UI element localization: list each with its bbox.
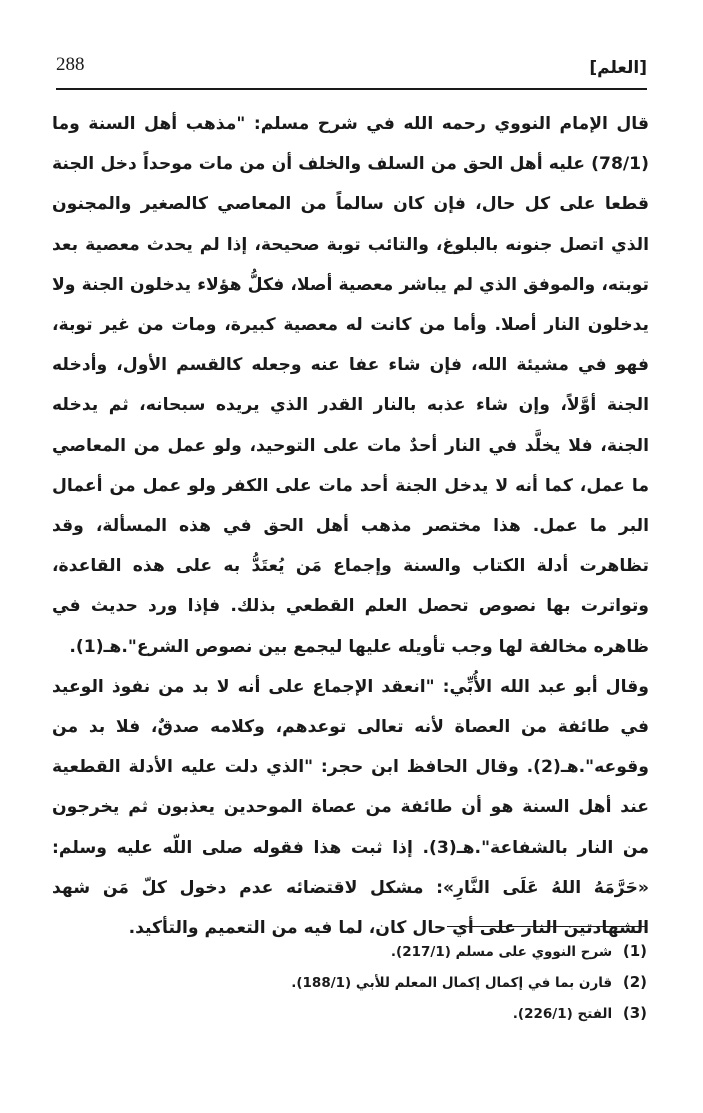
footnote-item [56, 967, 647, 998]
paragraph-ubbi-quote: وقال أبو عبد الله الأُبِّي: "انعقد الإجماع على أنه لا بد من نفوذ الوعيد في طائفة من العصاة لأنه تعالى توعدهم، وكلامه صدقٌ، فلا بد من وقوعه".هـ(2). وقال الحافظ ابن حجر: "الذي دلت عليه الأدلة القطعية عند أهل السنة هو أن طائفة من عصاة الموحدين يعذبون ثم يخرجون من النار بالشفاعة".هـ(3). إذا ثبت هذا فقوله صلى اللّه عليه وسلم: «حَرَّمَهُ اللهُ عَلَى النَّارِ»: مشكل لاقتضائه عدم دخول كلّ مَن شهد الشهادتين النار على أي حال كان، لما فيه من التعميم والتأكيد. [52, 676, 650, 939]
footnote-text: شرح النووي على مسلم (217/1). [390, 944, 613, 960]
chapter-label: [العلم] [589, 58, 647, 78]
footnote-marker: (2) [622, 973, 647, 991]
footnote-divider [447, 926, 647, 927]
footnote-marker: (1) [622, 942, 647, 960]
running-header [56, 52, 647, 84]
header-divider [56, 88, 647, 90]
footnote-item [56, 998, 647, 1029]
main-text [52, 104, 649, 948]
footnote-text: الفتح (226/1). [512, 1006, 613, 1022]
paragraph-nawawi-quote: قال الإمام النووي رحمه الله في شرح مسلم: "مذهب أهل السنة وما (78/1) عليه أهل الحق من السلف والخلف أن من مات موحداً دخل الجنة قطعا على كل حال، فإن كان سالماً من المعاصي كالصغير والمجنون الذي اتصل جنونه بالبلوغ، والتائب توبة صحيحة، إذا لم يحدث معصية بعد توبته، والموفق الذي لم يباشر معصية أصلا، فكلُّ هؤلاء يدخلون الجنة ولا يدخلون النار أصلا. وأما من كانت له معصية كبيرة، ومات من غير توبة، فهو في مشيئة الله، فإن شاء عفا عنه وجعله كالقسم الأول، وأدخله الجنة أوَّلاً، وإن شاء عذبه بالنار القدر الذي يريده سبحانه، ثم يدخله الجنة، فلا يخلَّد في النار أحدٌ مات على التوحيد، ولو عمل من المعاصي ما عمل، كما أنه لا يدخل الجنة أحد مات على الكفر ولو عمل من أعمال البر ما عمل. هذا مختصر مذهب أهل الحق في هذه المسألة، وقد تظاهرت أدلة الكتاب والسنة وإجماع مَن يُعتَدُّ به على هذه القاعدة، وتواترت بها نصوص تحصل العلم القطعي بذلك. فإذا ورد حديث في ظاهره مخالفة لها وجب تأويله عليها ليجمع بين نصوص الشرع".هـ(1). [52, 114, 649, 657]
footnote-text: قارن بما في إكمال إكمال المعلم للأبي (188/1). [291, 975, 613, 991]
footnote-marker: (3) [622, 1004, 647, 1022]
footnote-item [56, 936, 647, 967]
page-number: 288 [56, 54, 85, 75]
footnotes [56, 936, 647, 1029]
